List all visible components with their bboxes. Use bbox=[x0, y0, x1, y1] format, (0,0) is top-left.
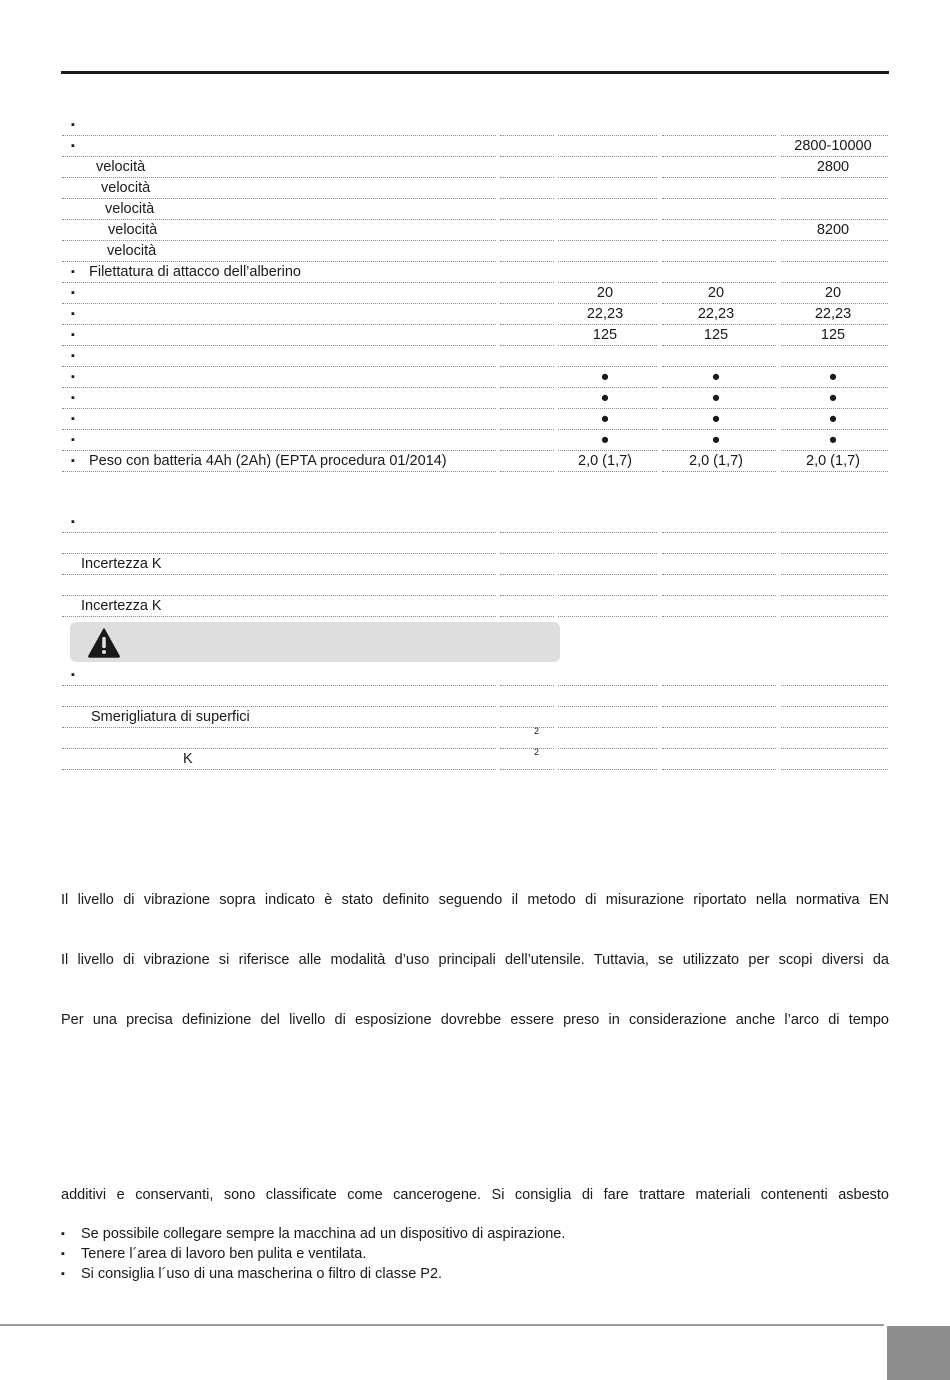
table-cell bbox=[558, 220, 657, 241]
table-cell bbox=[781, 554, 888, 575]
table-cell bbox=[662, 596, 776, 617]
table-cell bbox=[662, 346, 776, 367]
bullet-marker: ▪ bbox=[71, 140, 75, 152]
list-item-text: Tenere l´area di lavoro ben pulita e ventilata. bbox=[81, 1246, 367, 1262]
table-cell bbox=[781, 665, 888, 686]
row-value: ● bbox=[600, 432, 610, 448]
bullet-marker: ▪ bbox=[71, 669, 75, 681]
table-cell bbox=[662, 115, 776, 136]
table-cell bbox=[662, 262, 776, 283]
table-cell bbox=[500, 451, 554, 472]
table-row bbox=[0, 304, 950, 325]
table-cell bbox=[558, 157, 657, 178]
row-value: ● bbox=[711, 411, 721, 427]
row-label: velocità bbox=[105, 201, 155, 217]
table-row bbox=[0, 325, 950, 346]
table-cell bbox=[558, 554, 657, 575]
table-row bbox=[0, 554, 950, 575]
row-value: 22,23 bbox=[814, 306, 852, 322]
row-label: K bbox=[183, 751, 193, 767]
table-row bbox=[0, 409, 950, 430]
table-cell bbox=[500, 409, 554, 430]
table-row bbox=[0, 596, 950, 617]
bullet-marker: ▪ bbox=[71, 413, 75, 425]
table-cell bbox=[558, 512, 657, 533]
row-value: 8200 bbox=[816, 222, 850, 238]
table-cell bbox=[500, 136, 554, 157]
table-cell bbox=[62, 512, 496, 533]
bullet-marker: ▪ bbox=[71, 392, 75, 404]
row-label: Incertezza K bbox=[81, 556, 162, 572]
table-row bbox=[0, 262, 950, 283]
table-cell bbox=[62, 325, 496, 346]
table-cell bbox=[558, 115, 657, 136]
table-cell bbox=[662, 728, 776, 749]
table-row bbox=[0, 728, 950, 749]
row-value: 2,0 (1,7) bbox=[806, 453, 860, 469]
table-cell bbox=[781, 241, 888, 262]
table-cell bbox=[500, 388, 554, 409]
table-cell bbox=[662, 512, 776, 533]
table-cell bbox=[781, 512, 888, 533]
table-cell bbox=[62, 388, 496, 409]
table-cell bbox=[500, 325, 554, 346]
bullet-marker: ▪ bbox=[61, 1228, 65, 1240]
table-cell bbox=[781, 346, 888, 367]
warning-triangle-icon bbox=[88, 628, 120, 658]
row-value: 22,23 bbox=[697, 306, 735, 322]
table-cell bbox=[62, 367, 496, 388]
table-row bbox=[0, 241, 950, 262]
vibration-measurement-paragraph: Il livello di vibrazione sopra indicato è stato definito seguendo il metodo di misurazione riportato nella normativa EN bbox=[61, 892, 889, 908]
row-value: 20 bbox=[596, 285, 614, 301]
table-row bbox=[0, 220, 950, 241]
table-row bbox=[0, 178, 950, 199]
header-rule bbox=[61, 71, 889, 74]
table-cell bbox=[500, 533, 554, 554]
table-cell bbox=[500, 665, 554, 686]
table-cell bbox=[781, 262, 888, 283]
table-row bbox=[0, 115, 950, 136]
table-cell bbox=[62, 283, 496, 304]
table-cell bbox=[662, 686, 776, 707]
row-label: Smerigliatura di superfici bbox=[91, 709, 250, 725]
row-value: 2800-10000 bbox=[794, 138, 872, 154]
warning-banner bbox=[70, 622, 560, 662]
table-cell bbox=[500, 199, 554, 220]
table-cell bbox=[500, 178, 554, 199]
table-cell bbox=[62, 749, 496, 770]
table-cell bbox=[558, 178, 657, 199]
table-row bbox=[0, 430, 950, 451]
row-value: 125 bbox=[703, 327, 729, 343]
row-value: ● bbox=[828, 369, 838, 385]
bullet-marker: ▪ bbox=[71, 329, 75, 341]
vibration-usage-paragraph: Il livello di vibrazione si riferisce alle modalità d’uso principali dell’utensile. Tuttavia, se utilizzato per scopi diversi da bbox=[61, 952, 889, 968]
row-value: 125 bbox=[592, 327, 618, 343]
table-cell bbox=[558, 749, 657, 770]
table-cell bbox=[500, 596, 554, 617]
table-row bbox=[0, 157, 950, 178]
table-cell bbox=[781, 115, 888, 136]
table-cell bbox=[662, 178, 776, 199]
table-cell bbox=[781, 749, 888, 770]
table-row bbox=[0, 575, 950, 596]
table-cell bbox=[62, 136, 496, 157]
row-label: Incertezza K bbox=[81, 598, 162, 614]
table-cell bbox=[662, 533, 776, 554]
row-value: 2,0 (1,7) bbox=[689, 453, 743, 469]
row-label: velocità bbox=[107, 243, 157, 259]
bullet-marker: ▪ bbox=[71, 287, 75, 299]
row-label: Peso con batteria 4Ah (2Ah) (EPTA procedura 01/2014) bbox=[89, 453, 447, 469]
table-cell bbox=[500, 283, 554, 304]
row-value: 2,0 (1,7) bbox=[578, 453, 632, 469]
table-cell bbox=[62, 575, 496, 596]
page-tab bbox=[887, 1326, 950, 1380]
table-cell bbox=[558, 596, 657, 617]
table-cell bbox=[500, 367, 554, 388]
table-cell bbox=[62, 115, 496, 136]
table-cell bbox=[781, 199, 888, 220]
unit-superscript: 2 bbox=[534, 747, 540, 757]
table-row bbox=[0, 665, 950, 686]
table-row bbox=[0, 686, 950, 707]
list-item-text: Se possibile collegare sempre la macchina ad un dispositivo di aspirazione. bbox=[81, 1226, 566, 1242]
table-cell bbox=[62, 533, 496, 554]
bullet-marker: ▪ bbox=[71, 119, 75, 131]
row-value: 20 bbox=[824, 285, 842, 301]
bullet-marker: ▪ bbox=[71, 350, 75, 362]
bullet-marker: ▪ bbox=[71, 371, 75, 383]
bullet-marker: ▪ bbox=[61, 1248, 65, 1260]
table-cell bbox=[558, 241, 657, 262]
row-value: 20 bbox=[707, 285, 725, 301]
table-cell bbox=[500, 346, 554, 367]
row-value: 2800 bbox=[816, 159, 850, 175]
bullet-marker: ▪ bbox=[71, 266, 75, 278]
table-cell bbox=[662, 157, 776, 178]
table-cell bbox=[500, 728, 554, 749]
table-cell bbox=[662, 136, 776, 157]
table-cell bbox=[500, 554, 554, 575]
table-cell bbox=[500, 241, 554, 262]
table-row bbox=[0, 749, 950, 770]
table-cell bbox=[62, 728, 496, 749]
table-cell bbox=[62, 665, 496, 686]
table-cell bbox=[558, 728, 657, 749]
footer-rule bbox=[0, 1324, 884, 1326]
table-cell bbox=[662, 554, 776, 575]
row-label: velocità bbox=[96, 159, 146, 175]
table-cell bbox=[500, 115, 554, 136]
row-label: velocità bbox=[101, 180, 151, 196]
row-value: ● bbox=[600, 369, 610, 385]
table-cell bbox=[662, 665, 776, 686]
table-cell bbox=[781, 575, 888, 596]
row-value: ● bbox=[711, 432, 721, 448]
table-cell bbox=[781, 533, 888, 554]
table-cell bbox=[500, 220, 554, 241]
table-row bbox=[0, 533, 950, 554]
list-item-text: Si consiglia l´uso di una mascherina o filtro di classe P2. bbox=[81, 1266, 443, 1282]
row-value: ● bbox=[828, 432, 838, 448]
row-value: ● bbox=[828, 411, 838, 427]
table-row bbox=[0, 707, 950, 728]
table-cell bbox=[500, 262, 554, 283]
row-value: 22,23 bbox=[586, 306, 624, 322]
table-cell bbox=[558, 262, 657, 283]
table-row bbox=[0, 346, 950, 367]
table-cell bbox=[662, 199, 776, 220]
row-value: ● bbox=[828, 390, 838, 406]
table-cell bbox=[558, 575, 657, 596]
table-cell bbox=[781, 728, 888, 749]
row-value: ● bbox=[600, 411, 610, 427]
table-row bbox=[0, 451, 950, 472]
table-cell bbox=[500, 512, 554, 533]
table-cell bbox=[781, 686, 888, 707]
table-row bbox=[0, 512, 950, 533]
table-cell bbox=[781, 707, 888, 728]
table-cell bbox=[500, 749, 554, 770]
table-cell bbox=[662, 220, 776, 241]
exposure-definition-paragraph: Per una precisa definizione del livello di esposizione dovrebbe essere preso in considerazione anche l’arco di tempo bbox=[61, 1012, 889, 1028]
table-cell bbox=[500, 304, 554, 325]
table-cell bbox=[500, 707, 554, 728]
table-cell bbox=[781, 596, 888, 617]
unit-superscript: 2 bbox=[534, 726, 540, 736]
bullet-marker: ▪ bbox=[71, 308, 75, 320]
bullet-marker: ▪ bbox=[71, 516, 75, 528]
table-row bbox=[0, 367, 950, 388]
row-label: Filettatura di attacco dell’alberino bbox=[89, 264, 301, 280]
table-cell bbox=[558, 707, 657, 728]
table-row bbox=[0, 283, 950, 304]
row-value: ● bbox=[711, 390, 721, 406]
table-cell bbox=[558, 346, 657, 367]
table-cell bbox=[62, 304, 496, 325]
table-cell bbox=[558, 199, 657, 220]
row-label: velocità bbox=[108, 222, 158, 238]
bullet-marker: ▪ bbox=[61, 1268, 65, 1280]
table-row bbox=[0, 388, 950, 409]
table-cell bbox=[558, 533, 657, 554]
table-cell bbox=[558, 686, 657, 707]
table-cell bbox=[62, 409, 496, 430]
table-cell bbox=[662, 241, 776, 262]
table-cell bbox=[62, 346, 496, 367]
table-cell bbox=[500, 430, 554, 451]
table-cell bbox=[558, 136, 657, 157]
bullet-marker: ▪ bbox=[71, 434, 75, 446]
carcinogenic-dust-paragraph: additivi e conservanti, sono classificate come cancerogene. Si consiglia di fare trattare materiali contenenti asbesto bbox=[61, 1187, 889, 1203]
table-cell bbox=[62, 430, 496, 451]
table-row bbox=[0, 199, 950, 220]
table-row bbox=[0, 136, 950, 157]
bullet-marker: ▪ bbox=[71, 455, 75, 467]
table-cell bbox=[500, 575, 554, 596]
table-cell bbox=[662, 707, 776, 728]
table-cell bbox=[500, 686, 554, 707]
row-value: ● bbox=[600, 390, 610, 406]
table-cell bbox=[558, 665, 657, 686]
row-value: 125 bbox=[820, 327, 846, 343]
table-cell bbox=[781, 178, 888, 199]
table-cell bbox=[62, 686, 496, 707]
row-value: ● bbox=[711, 369, 721, 385]
table-cell bbox=[500, 157, 554, 178]
table-cell bbox=[662, 749, 776, 770]
table-cell bbox=[662, 575, 776, 596]
